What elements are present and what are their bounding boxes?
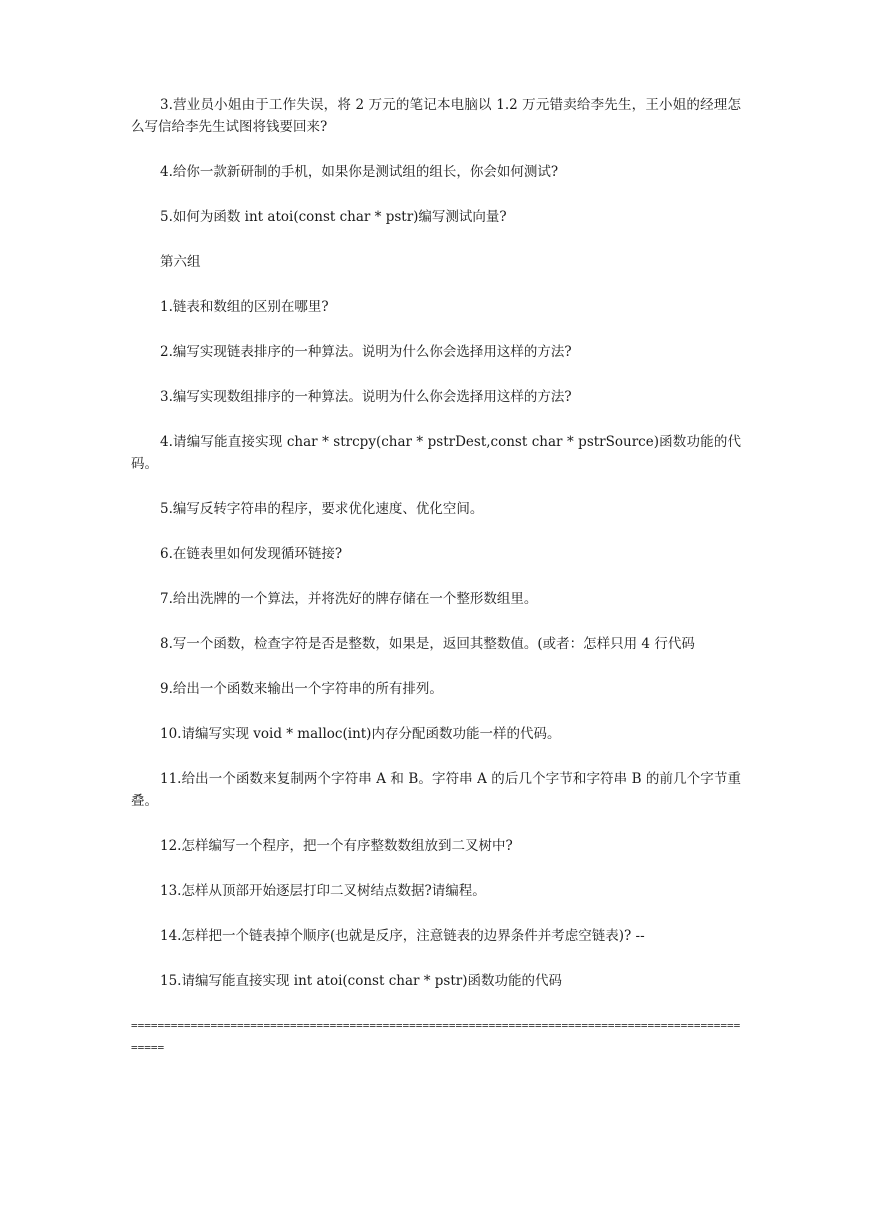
paragraph-q4-strcpy: 4.请编写能直接实现 char * strcpy(char * pstrDest,const char * pstrSource)函数功能的代码。 — [131, 434, 741, 472]
paragraph-q8-check-integer: 8.写一个函数，检查字符是否是整数，如果是，返回其整数值。(或者：怎样只用 4 行代码 — [160, 636, 695, 652]
paragraph-q6-cycle-detect: 6.在链表里如何发现循环链接? — [160, 546, 343, 562]
separator-line: ================================================================================================= — [131, 1019, 741, 1054]
paragraph-q15-atoi: 15.请编写能直接实现 int atoi(const char * pstr)函数功能的代码 — [160, 973, 563, 989]
paragraph-q7-shuffle: 7.给出洗牌的一个算法，并将洗好的牌存储在一个整形数组里。 — [160, 591, 538, 607]
paragraph-q3-salesperson: 3.营业员小姐由于工作失误，将 2 万元的笔记本电脑以 1.2 万元错卖给李先生，王小姐的经理怎么写信给李先生试图将钱要回来? — [131, 97, 741, 135]
paragraph-q5-atoi-test-vector: 5.如何为函数 int atoi(const char * pstr)编写测试向量? — [160, 209, 507, 225]
paragraph-q12-array-to-tree: 12.怎样编写一个程序，把一个有序整数数组放到二叉树中? — [160, 838, 513, 854]
paragraph-q2-list-sort: 2.编写实现链表排序的一种算法。说明为什么你会选择用这样的方法? — [160, 344, 572, 360]
paragraph-q1-list-vs-array: 1.链表和数组的区别在哪里? — [160, 299, 329, 315]
paragraph-q4-phone-test: 4.给你一款新研制的手机，如果你是测试组的组长，你会如何测试? — [160, 164, 559, 180]
paragraph-q10-malloc: 10.请编写实现 void * malloc(int)内存分配函数功能一样的代码。 — [160, 726, 561, 742]
paragraph-q11-overlap-copy: 11.给出一个函数来复制两个字符串 A 和 B。字符串 A 的后几个字节和字符串 B 的前几个字节重叠。 — [131, 771, 741, 809]
section-heading-group-six: 第六组 — [160, 254, 201, 270]
document-body — [131, 94, 741, 1059]
paragraph-q3-array-sort: 3.编写实现数组排序的一种算法。说明为什么你会选择用这样的方法? — [160, 389, 572, 405]
paragraph-q13-level-order: 13.怎样从顶部开始逐层打印二叉树结点数据?请编程。 — [160, 883, 486, 899]
paragraph-q5-reverse-string: 5.编写反转字符串的程序，要求优化速度、优化空间。 — [160, 501, 484, 517]
paragraph-q14-reverse-list: 14.怎样把一个链表掉个顺序(也就是反序，注意链表的边界条件并考虑空链表)? -- — [160, 928, 645, 944]
paragraph-q9-permutations: 9.给出一个函数来输出一个字符串的所有排列。 — [160, 681, 443, 697]
